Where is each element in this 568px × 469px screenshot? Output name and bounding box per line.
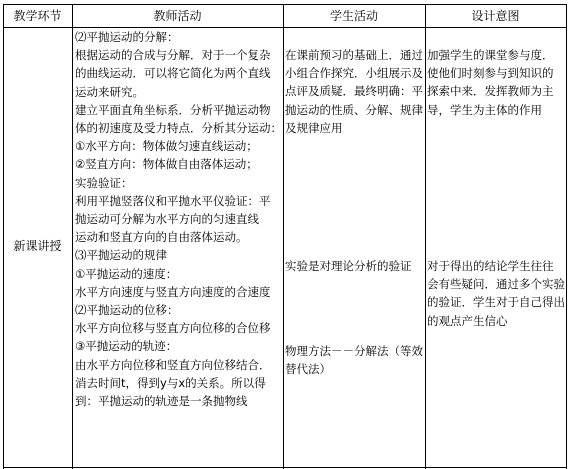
teacher-line: ⑶平抛运动的规律: [75, 248, 167, 263]
teacher-line: ③平抛运动的轨迹：: [75, 339, 178, 354]
teacher-line: 根据运动的合成与分解．对于一个复杂: [75, 48, 271, 63]
student-line: 替代法）: [285, 362, 331, 377]
student-line: 抛运动的性质、分解、规律: [285, 102, 423, 117]
design-line: 探索中来．发挥教师为主: [427, 84, 554, 99]
teacher-activity-cell: [75, 28, 281, 410]
teacher-line: ②竖直方向：物体做自由落体运动；: [75, 157, 258, 172]
teacher-line: 建立平面直角坐标系．分析平抛运动物: [75, 102, 271, 117]
teacher-line: 由水平方向位移和竖直方向位移结合．: [75, 357, 271, 372]
design-line: 导，学生为主体的作用: [427, 102, 542, 117]
header-student: 学生活动: [329, 9, 378, 23]
column-divider-2: [283, 4, 284, 469]
student-line: 物理方法－－分解法（等效: [285, 344, 423, 358]
student-line: 点评及质疑．最终明确：平: [285, 84, 423, 99]
student-activity-group-3: [285, 342, 424, 378]
student-activity-group-1: [285, 46, 424, 137]
table-top-border: [3, 4, 566, 5]
teacher-line: 体的初速度及受力特点．分析其分运动：: [75, 121, 282, 136]
design-line: 对于得出的结论学生往往: [427, 259, 554, 273]
table-right-border: [566, 4, 567, 469]
column-divider-1: [72, 4, 73, 469]
student-line: 在课前预习的基础上．通过: [285, 48, 423, 62]
design-line: 加强学生的课堂参与度．: [427, 48, 554, 62]
teacher-line: 的曲线运动．可以将它简化为两个直线: [75, 66, 271, 81]
header-teacher: 教师活动: [153, 9, 202, 23]
design-line: 会有些疑问．通过多个实验: [427, 277, 565, 292]
design-line: 的验证．学生对于自己得出: [427, 295, 565, 310]
teacher-line: 实验验证：: [75, 175, 133, 190]
design-intent-group-2: [427, 257, 565, 330]
teacher-line: 水平方向速度与竖直方向速度的合速度: [75, 284, 271, 299]
student-line: 及规律应用: [285, 120, 343, 135]
student-line: 小组合作探究．小组展示及: [285, 66, 423, 81]
teacher-line: ⑵平抛运动的位移：: [75, 303, 179, 318]
design-line: 的观点产生信心: [427, 313, 508, 328]
stage-cell: 新课讲授: [13, 239, 62, 253]
teacher-line: 到：平抛运动的轨迹是一条抛物线: [75, 394, 248, 409]
teacher-line: ①水平方向：物体做匀速直线运动；: [75, 139, 258, 154]
student-activity-group-2: [285, 257, 424, 275]
teacher-line: 运动来研究。: [75, 84, 144, 99]
teacher-line: 抛运动可分解为水平方向的匀速直线: [75, 212, 259, 227]
teacher-line: 消去时间t，得到y与x的关系。所以得: [75, 375, 266, 390]
teacher-line: ⑵平抛运动的分解：: [75, 30, 179, 44]
design-line: 使他们时刻参与到知识的: [427, 66, 554, 81]
teacher-line: 水平方向位移与竖直方向位移的合位移: [75, 321, 271, 336]
header-design: 设计意图: [471, 9, 520, 23]
header-stage: 教学环节: [13, 9, 62, 23]
design-intent-group-1: [427, 46, 565, 119]
table-bottom-border: [3, 467, 566, 468]
teacher-line: ①平抛运动的速度：: [75, 266, 178, 281]
teacher-line: 运动和竖直方向的自由落体运动。: [75, 230, 248, 245]
teacher-line: 利用平抛竖落仪和平抛水平仪验证：平: [75, 193, 271, 208]
column-divider-3: [425, 4, 426, 469]
student-line: 实验是对理论分析的验证: [285, 259, 412, 273]
